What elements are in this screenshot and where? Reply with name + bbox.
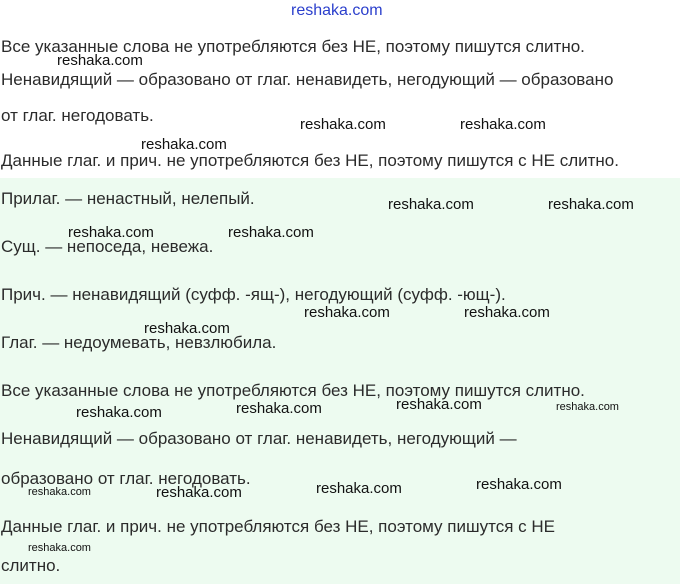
text-line: Все указанные слова не употребляются без НЕ, поэтому пишутся слитно. xyxy=(1,381,585,400)
watermark: reshaka.com xyxy=(28,486,91,498)
text-line: Ненавидящий — образовано от глаг. ненавидеть, негодующий — образовано xyxy=(1,70,614,89)
watermark: reshaka.com xyxy=(304,304,390,321)
text-line: образовано от глаг. негодовать. xyxy=(1,469,251,488)
watermark: reshaka.com xyxy=(300,116,386,133)
text-line: Глаг. — недоумевать, невзлюбила. xyxy=(1,333,277,352)
watermark: reshaka.com xyxy=(57,52,143,69)
text-line: Ненавидящий — образовано от глаг. ненавидеть, негодующий — xyxy=(1,429,517,448)
text-line: Сущ. — непоседа, невежа. xyxy=(1,237,214,256)
watermark: reshaka.com xyxy=(156,484,242,501)
text-line: Данные глаг. и прич. не употребляются без НЕ, поэтому пишутся с НЕ xyxy=(1,517,555,536)
watermark: reshaka.com xyxy=(464,304,550,321)
watermark: reshaka.com xyxy=(388,196,474,213)
watermark: reshaka.com xyxy=(316,480,402,497)
watermark: reshaka.com xyxy=(144,320,230,337)
watermark: reshaka.com xyxy=(236,400,322,417)
watermark: reshaka.com xyxy=(228,224,314,241)
text-line: Прич. — ненавидящий (суфф. -ящ-), негодующий (суфф. -ющ-). xyxy=(1,285,506,304)
text-line: Прилаг. — ненастный, нелепый. xyxy=(1,189,255,208)
text-line: Данные глаг. и прич. не употребляются без НЕ, поэтому пишутся с НЕ слитно. xyxy=(1,151,619,170)
site-header-watermark: reshaka.com xyxy=(291,2,383,19)
text-line: от глаг. негодовать. xyxy=(1,106,154,125)
watermark: reshaka.com xyxy=(28,542,91,554)
text-line: Все указанные слова не употребляются без НЕ, поэтому пишутся слитно. xyxy=(1,37,585,56)
watermark: reshaka.com xyxy=(460,116,546,133)
watermark: reshaka.com xyxy=(476,476,562,493)
watermark: reshaka.com xyxy=(141,136,227,153)
watermark: reshaka.com xyxy=(76,404,162,421)
text-line: слитно. xyxy=(1,556,61,575)
watermark: reshaka.com xyxy=(68,224,154,241)
watermark: reshaka.com xyxy=(548,196,634,213)
watermark: reshaka.com xyxy=(556,401,619,413)
watermark: reshaka.com xyxy=(396,396,482,413)
